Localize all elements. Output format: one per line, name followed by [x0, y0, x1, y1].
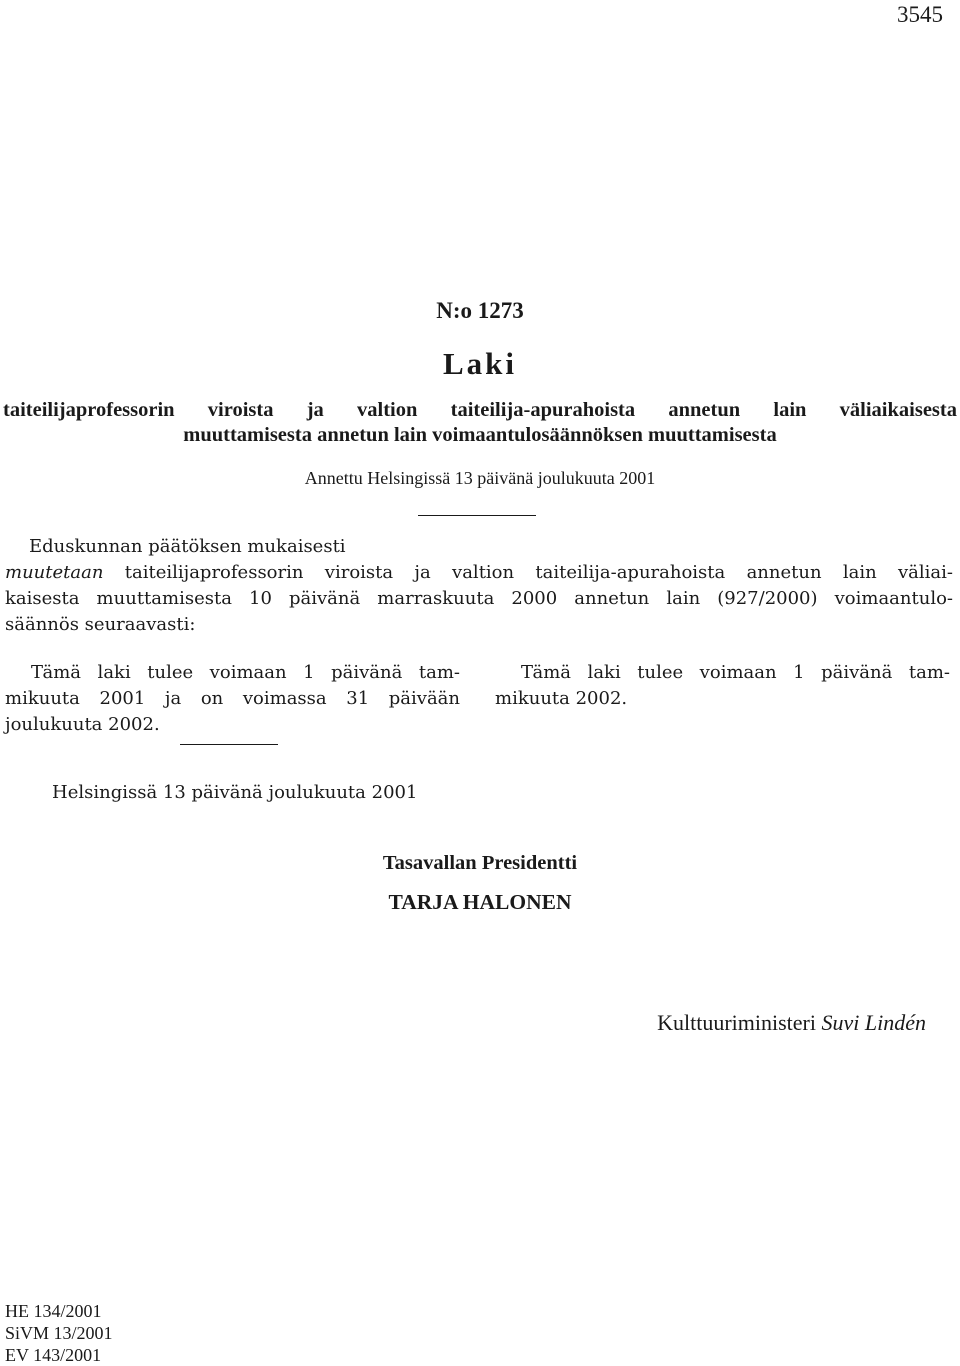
preamble-line-3: kaisesta muuttamisesta 10 päivänä marraskuuta 2000 annetun lain (927/2000) voimaantulo-	[5, 588, 953, 609]
subtitle-line-1: taiteilijaprofessorin viroista ja valtion taiteilija-apurahoista annetun lain väliaikaisesta	[3, 399, 957, 421]
right-column-text	[495, 660, 950, 712]
left-column-text	[5, 660, 460, 738]
legislative-references	[5, 1300, 113, 1366]
reference-item: EV 143/2001	[5, 1345, 102, 1365]
preamble-line-4: säännös seuraavasti:	[5, 614, 196, 635]
law-title: Laki	[442, 346, 518, 381]
page-number: 3545	[897, 2, 943, 27]
signing-place-date: Helsingissä 13 päivänä joulukuuta 2001	[52, 782, 418, 803]
preamble-line-2-text: taiteilijaprofessorin viroista ja valtion taiteilija-apurahoista annetun lain väliai-	[103, 562, 953, 583]
column-end-rule	[180, 744, 278, 745]
left-column-line-1: Tämä laki tulee voimaan 1 päivänä tam-	[31, 662, 460, 683]
divider-rule	[418, 515, 536, 516]
minister-title: Kulttuuriministeri	[657, 1010, 816, 1035]
subtitle-line-2: muuttamisesta annetun lain voimaantulosäännöksen muuttamisesta	[183, 424, 777, 446]
president-name: TARJA HALONEN	[388, 890, 572, 914]
preamble-line-1: Eduskunnan päätöksen mukaisesti	[29, 536, 346, 557]
minister-name: Suvi Lindén	[821, 1010, 926, 1035]
minister-signature	[657, 1010, 926, 1036]
preamble-verb: muutetaan	[5, 562, 104, 583]
right-column-line-1: Tämä laki tulee voimaan 1 päivänä tam-	[521, 662, 950, 683]
enactment-date: Annettu Helsingissä 13 päivänä joulukuuta 2001	[304, 468, 656, 488]
right-column-line-2: mikuuta 2002.	[495, 688, 628, 709]
statute-number: N:o 1273	[436, 298, 524, 323]
left-column-line-3: joulukuuta 2002.	[5, 714, 160, 735]
preamble-line-2	[5, 560, 953, 586]
reference-item: HE 134/2001	[5, 1301, 102, 1321]
law-subtitle	[3, 398, 957, 448]
reference-item: SiVM 13/2001	[5, 1323, 113, 1343]
president-title: Tasavallan Presidentti	[382, 852, 578, 874]
left-column-line-2: mikuuta 2001 ja on voimassa 31 päivään	[5, 688, 460, 709]
preamble	[5, 534, 953, 638]
